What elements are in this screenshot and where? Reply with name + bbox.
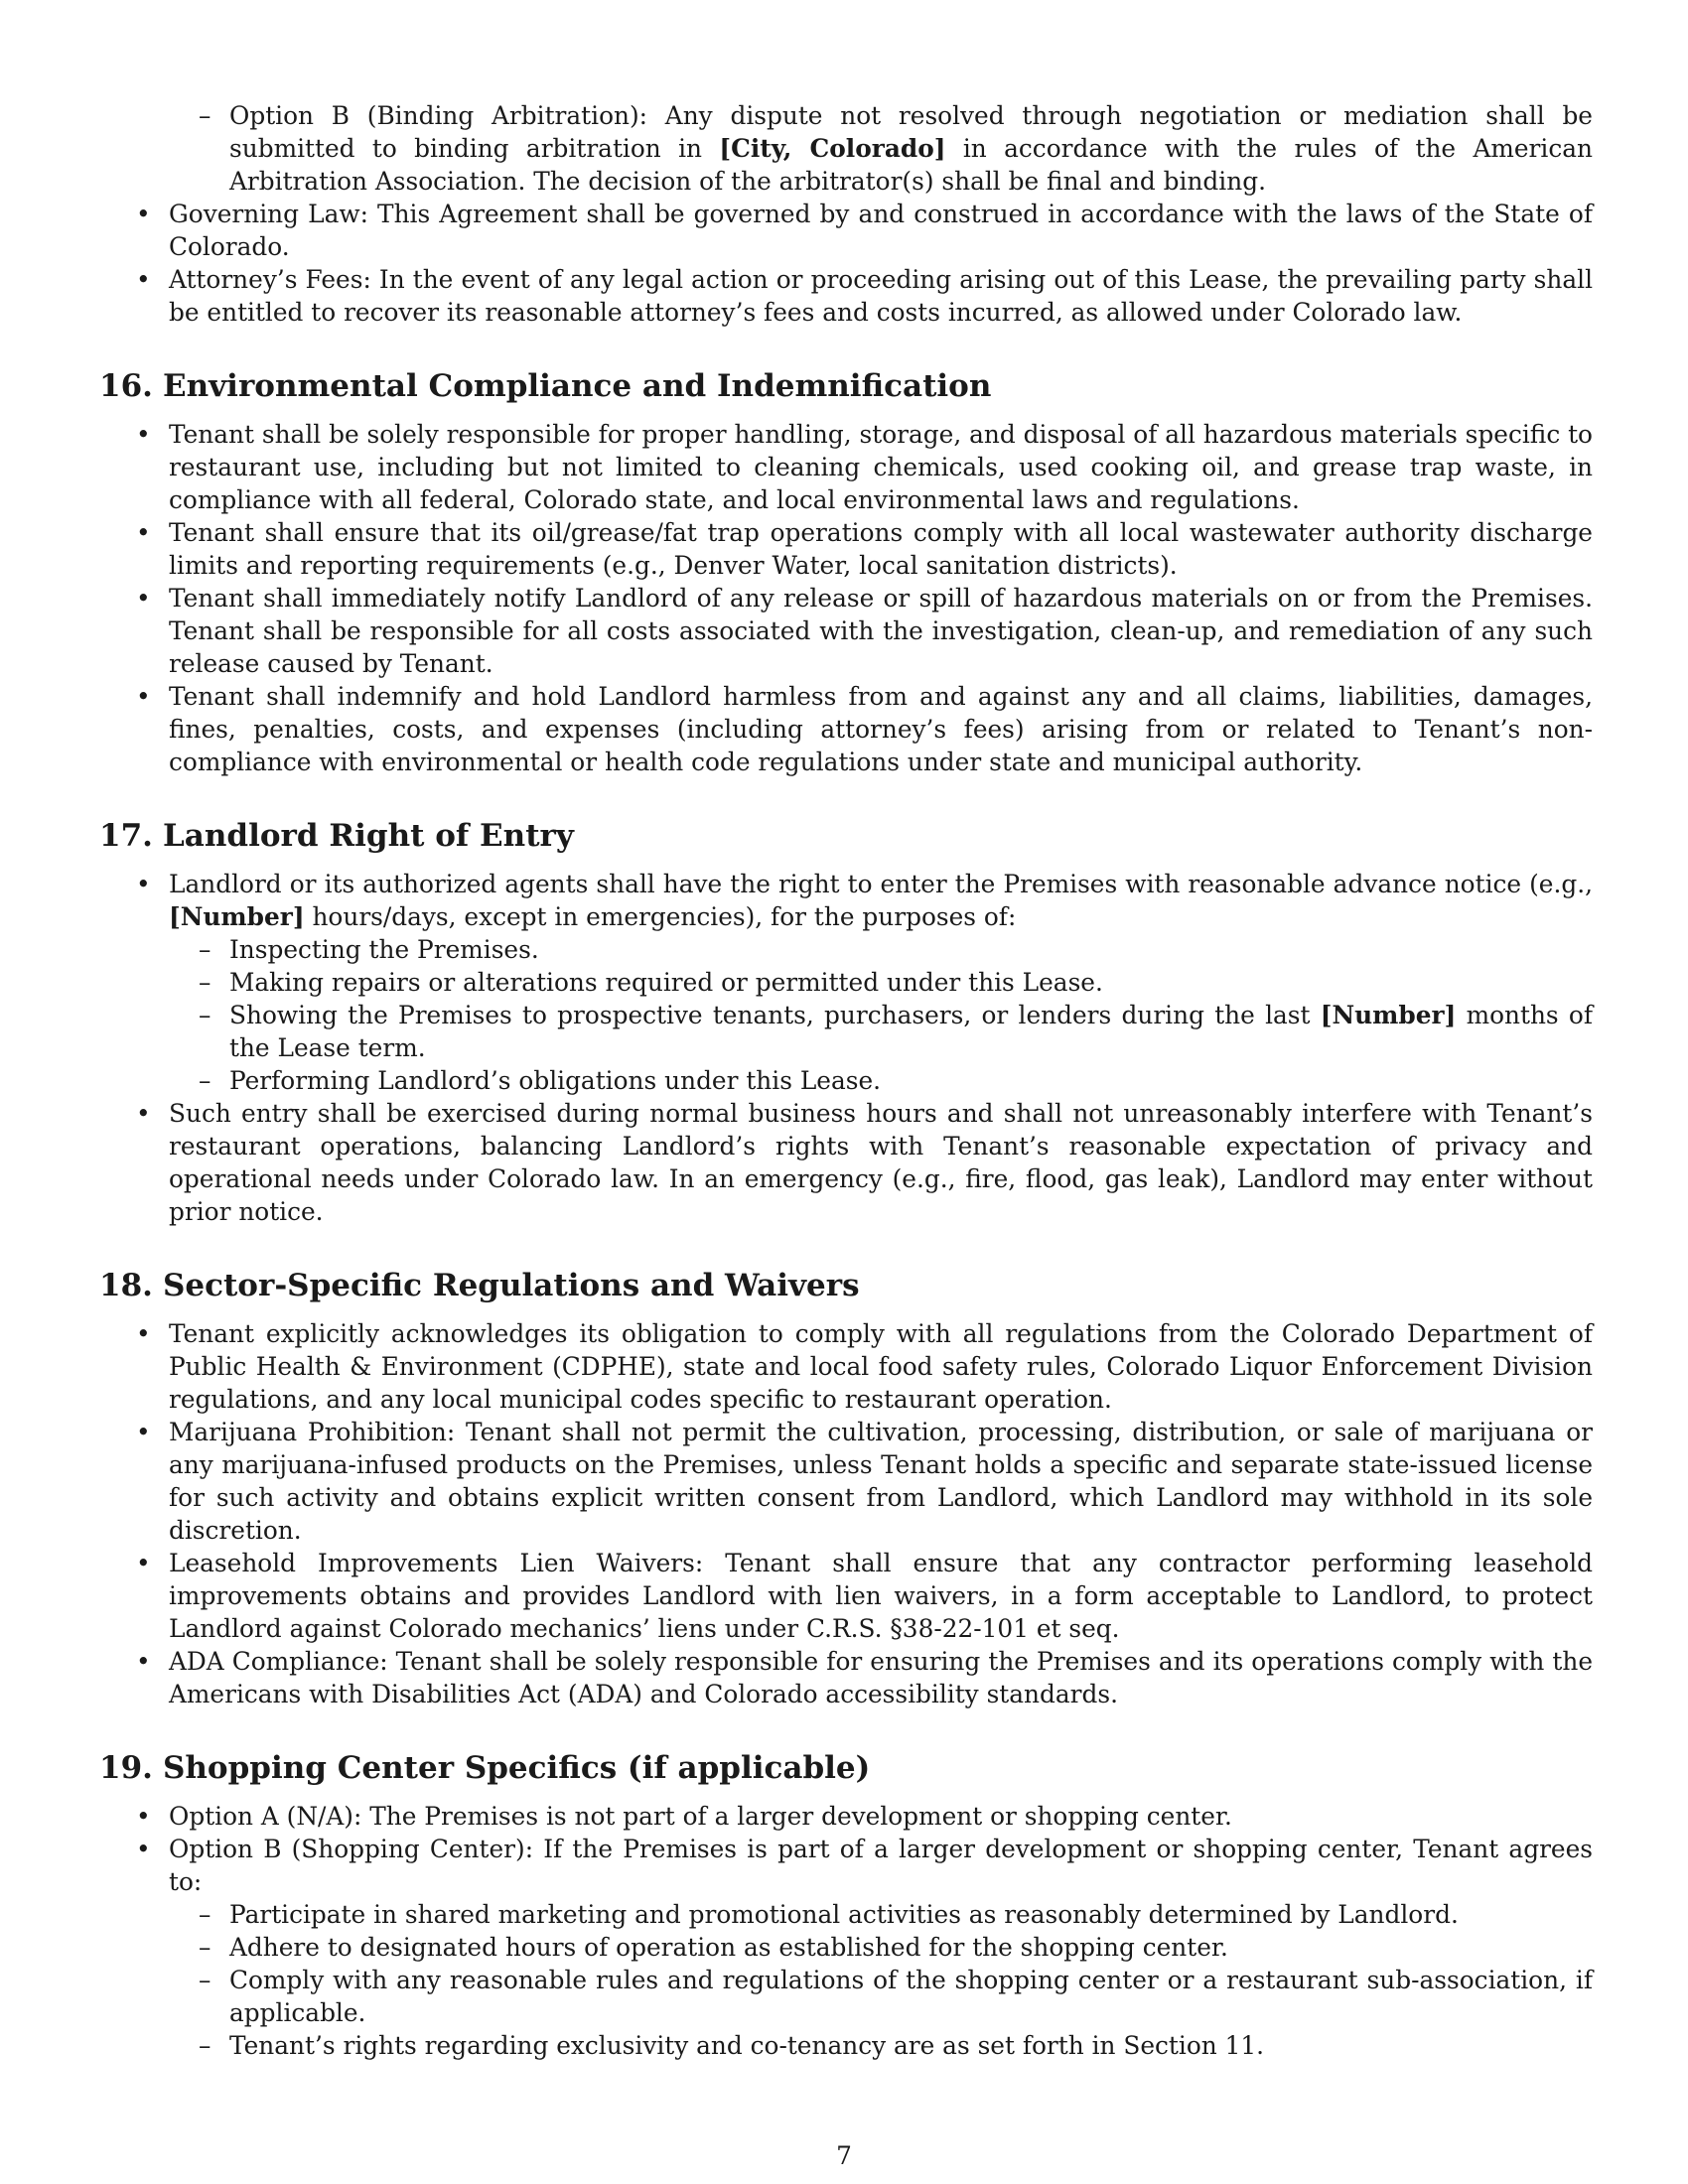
list-item: – Performing Landlord’s obligations under this Lease. <box>169 1064 1593 1097</box>
list-item: • Option A (N/A): The Premises is not part of a larger development or shopping center. <box>99 1800 1593 1833</box>
section-17-heading: 17. Landlord Right of Entry <box>99 818 574 854</box>
number-placeholder: [Number] <box>1320 1001 1457 1029</box>
section-19-list <box>99 1800 1593 2062</box>
list-item: – Making repairs or alterations required or permitted under this Lease. <box>169 966 1593 999</box>
legal-terms-list <box>99 198 1593 329</box>
list-item: • Landlord or its authorized agents shall have the right to enter the Premises with reasonable advance notice (e.g., [Number] hours/days, except in emergencies), for the purposes of: – Inspecting the Premises. – Making repairs or alterations required or permitted under this Lease. – Showing the Premises to prospective tenants, purchasers, or lenders during the last [Number] months of the Lease term. – Performing Landlord’s obligations under this Lease. <box>99 868 1593 1097</box>
list-item: – Tenant’s rights regarding exclusivity and co-tenancy are as set forth in Section 11. <box>169 2029 1593 2062</box>
list-item: • Such entry shall be exercised during normal business hours and shall not unreasonably interfere with Tenant’s restaurant operations, balancing Landlord’s rights with Tenant’s reasonable expectation of privacy and operational needs under Colorado law. In an emergency (e.g., fire, flood, gas leak), Landlord may enter without prior notice. <box>99 1097 1593 1228</box>
number-placeholder: [Number] <box>169 902 305 931</box>
city-placeholder: [City, Colorado] <box>719 134 946 163</box>
list-item: • Leasehold Improvements Lien Waivers: Tenant shall ensure that any contractor performing leasehold improvements obtains and provides Landlord with lien waivers, in a form acceptable to Landlord, to protect Landlord against Colorado mechanics’ liens under C.R.S. §38-22-101 et seq. <box>99 1547 1593 1645</box>
document-page <box>99 99 1593 2062</box>
list-item: – Showing the Premises to prospective tenants, purchasers, or lenders during the last [Number] months of the Lease term. <box>169 999 1593 1064</box>
page-number: 7 <box>836 2141 852 2170</box>
dispute-options-list <box>99 99 1593 198</box>
list-item: • Option B (Shopping Center): If the Premises is part of a larger development or shopping center, Tenant agrees to: – Participate in shared marketing and promotional activities as reasonably determined by Landlord. – Adhere to designated hours of operation as established for the shopping center. – Comply with any reasonable rules and regulations of the shopping center or a restaurant sub-association, if applicable. – Tenant’s rights regarding exclusivity and co-tenancy are as set forth in Section 11. <box>99 1833 1593 2062</box>
attorneys-fees-item: • Attorney’s Fees: In the event of any legal action or proceeding arising out of this Lease, the prevailing party shall be entitled to recover its reasonable attorney’s fees and costs incurred, as allowed under Colorado law. <box>99 263 1593 329</box>
list-item: – Adhere to designated hours of operation as established for the shopping center. <box>169 1931 1593 1964</box>
entry-purposes-list <box>169 933 1593 1097</box>
list-item: • Marijuana Prohibition: Tenant shall not permit the cultivation, processing, distribution, or sale of marijuana or any marijuana-infused products on the Premises, unless Tenant holds a specific and separate state-issued license for such activity and obtains explicit written consent from Landlord, which Landlord may withhold in its sole discretion. <box>99 1416 1593 1547</box>
list-item: • Tenant shall be solely responsible for proper handling, storage, and disposal of all hazardous materials specific to restaurant use, including but not limited to cleaning chemicals, used cooking oil, and grease trap waste, in compliance with all federal, Colorado state, and local environmental laws and regulations. <box>99 418 1593 516</box>
list-item: • Tenant shall immediately notify Landlord of any release or spill of hazardous materials on or from the Premises. Tenant shall be responsible for all costs associated with the investigation, clean-up, and remediation of any such release caused by Tenant. <box>99 582 1593 680</box>
shopping-center-obligations-list <box>169 1898 1593 2062</box>
list-item: • Tenant shall ensure that its oil/grease/fat trap operations comply with all local wastewater authority discharge limits and reporting requirements (e.g., Denver Water, local sanitation districts). <box>99 516 1593 582</box>
section-17-list <box>99 868 1593 1228</box>
list-item: – Participate in shared marketing and promotional activities as reasonably determined by Landlord. <box>169 1898 1593 1931</box>
list-item: – Comply with any reasonable rules and regulations of the shopping center or a restaurant sub-association, if applicable. <box>169 1964 1593 2029</box>
section-18-heading: 18. Sector-Specific Regulations and Waivers <box>99 1268 860 1303</box>
list-item: • Tenant explicitly acknowledges its obligation to comply with all regulations from the Colorado Department of Public Health & Environment (CDPHE), state and local food safety rules, Colorado Liquor Enforcement Division regulations, and any local municipal codes specific to restaurant operation. <box>99 1317 1593 1416</box>
list-item: – Inspecting the Premises. <box>169 933 1593 966</box>
section-19-heading: 19. Shopping Center Specifics (if applicable) <box>99 1750 871 1786</box>
governing-law-item: • Governing Law: This Agreement shall be governed by and construed in accordance with the laws of the State of Colorado. <box>99 198 1593 263</box>
list-item: • ADA Compliance: Tenant shall be solely responsible for ensuring the Premises and its operations comply with the Americans with Disabilities Act (ADA) and Colorado accessibility standards. <box>99 1645 1593 1710</box>
list-item: • Tenant shall indemnify and hold Landlord harmless from and against any and all claims, liabilities, damages, fines, penalties, costs, and expenses (including attorney’s fees) arising from or related to Tenant’s non-compliance with environmental or health code regulations under state and municipal authority. <box>99 680 1593 778</box>
option-b-arbitration: – Option B (Binding Arbitration): Any dispute not resolved through negotiation or mediation shall be submitted to binding arbitration in [City, Colorado] in accordance with the rules of the American Arbitration Association. The decision of the arbitrator(s) shall be final and binding. <box>99 99 1593 198</box>
section-18-list <box>99 1317 1593 1710</box>
section-16-list <box>99 418 1593 778</box>
section-16-heading: 16. Environmental Compliance and Indemnification <box>99 368 992 404</box>
